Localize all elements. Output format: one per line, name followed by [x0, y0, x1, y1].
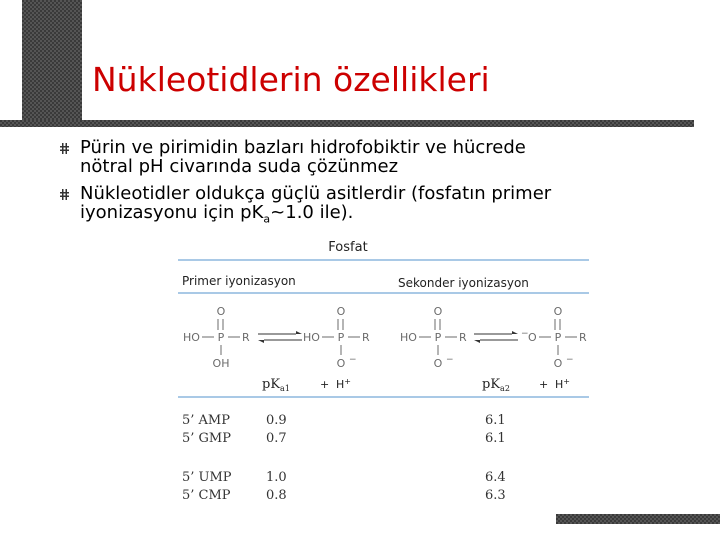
svg-text:5’ UMP: 5’ UMP — [182, 470, 232, 485]
svg-text:5’ GMP: 5’ GMP — [182, 431, 231, 446]
proton-label: H+ — [555, 377, 570, 391]
bullet-item — [60, 138, 680, 176]
svg-text:6.3: 6.3 — [485, 488, 506, 503]
hydroxyl-group: HO — [183, 331, 200, 344]
plus-sign: + — [320, 378, 330, 391]
oxygen-atom: O — [216, 305, 226, 318]
decorative-bar — [22, 0, 82, 120]
table-row — [182, 470, 506, 485]
pka-header-group — [262, 377, 570, 393]
r-group: R — [459, 331, 467, 344]
oxygen-atom: O — [433, 305, 443, 318]
title-divider — [0, 120, 694, 127]
svg-text:0.7: 0.7 — [266, 431, 287, 446]
pka1-label: $pK_{a1}$ — [262, 377, 290, 393]
minus-charge: − — [566, 355, 574, 365]
bullet-line: iyonizasyonu için $pK_a\sim 1.0$ ile). — [80, 202, 354, 226]
phosphorus-atom: P — [434, 331, 442, 344]
oxide-anion: O — [336, 357, 346, 370]
secondary-ionization-label: Sekonder iyonizasyon — [398, 276, 529, 290]
oxide-anion: O — [433, 357, 443, 370]
hydroxyl-group: HO — [400, 331, 417, 344]
svg-text:6.4: 6.4 — [485, 470, 506, 485]
bullet-list — [60, 138, 680, 237]
svg-text:6.1: 6.1 — [485, 431, 506, 446]
phosphorus-atom: P — [337, 331, 345, 344]
hydroxyl-group: HO — [303, 331, 320, 344]
table-row — [182, 488, 506, 503]
svg-text:0.9: 0.9 — [266, 413, 287, 428]
pka2-label: $pK_{a2}$ — [482, 377, 510, 393]
oxide-anion: O — [553, 357, 563, 370]
bullet-line: nötral pH civarında suda çözünmez — [80, 156, 399, 177]
phosphorus-atom: P — [554, 331, 562, 344]
svg-text:5’ CMP: 5’ CMP — [182, 488, 231, 503]
bullet-line: Nükleotidler oldukça güçlü asitlerdir (fosfatın primer — [80, 183, 552, 204]
table-row — [182, 431, 506, 446]
pka-table — [182, 413, 506, 503]
bullet-icon — [60, 143, 69, 154]
minus-charge: − — [446, 355, 454, 365]
bullet-item — [60, 184, 680, 229]
proton-label: H+ — [336, 377, 351, 391]
primary-ionization-label: Primer iyonizasyon — [182, 274, 296, 288]
table-row — [182, 413, 506, 428]
minus-charge: − — [521, 329, 529, 339]
svg-text:5’ AMP: 5’ AMP — [182, 413, 230, 428]
oxygen-atom: O — [553, 305, 563, 318]
oxygen-atom: O — [336, 305, 346, 318]
phosphate-diagram — [96, 233, 601, 513]
r-group: R — [242, 331, 250, 344]
phosphate-figure — [96, 233, 601, 513]
phosphorus-atom: P — [217, 331, 225, 344]
structure-group — [183, 305, 587, 370]
hydroxyl-group: OH — [212, 357, 230, 370]
oxide-anion: O — [528, 331, 537, 344]
figure-heading: Fosfat — [328, 240, 368, 255]
bullet-line: Pürin ve pirimidin bazları hidrofobiktir ve hücrede — [80, 137, 526, 158]
minus-charge: − — [349, 355, 357, 365]
slide-title: Nükleotidlerin özellikleri — [92, 60, 490, 99]
svg-text:0.8: 0.8 — [266, 488, 287, 503]
bullet-icon — [60, 189, 69, 200]
plus-sign: + — [539, 378, 549, 391]
svg-text:6.1: 6.1 — [485, 413, 506, 428]
bottom-divider — [556, 514, 720, 524]
r-group: R — [362, 331, 370, 344]
svg-text:1.0: 1.0 — [266, 470, 287, 485]
r-group: R — [579, 331, 587, 344]
